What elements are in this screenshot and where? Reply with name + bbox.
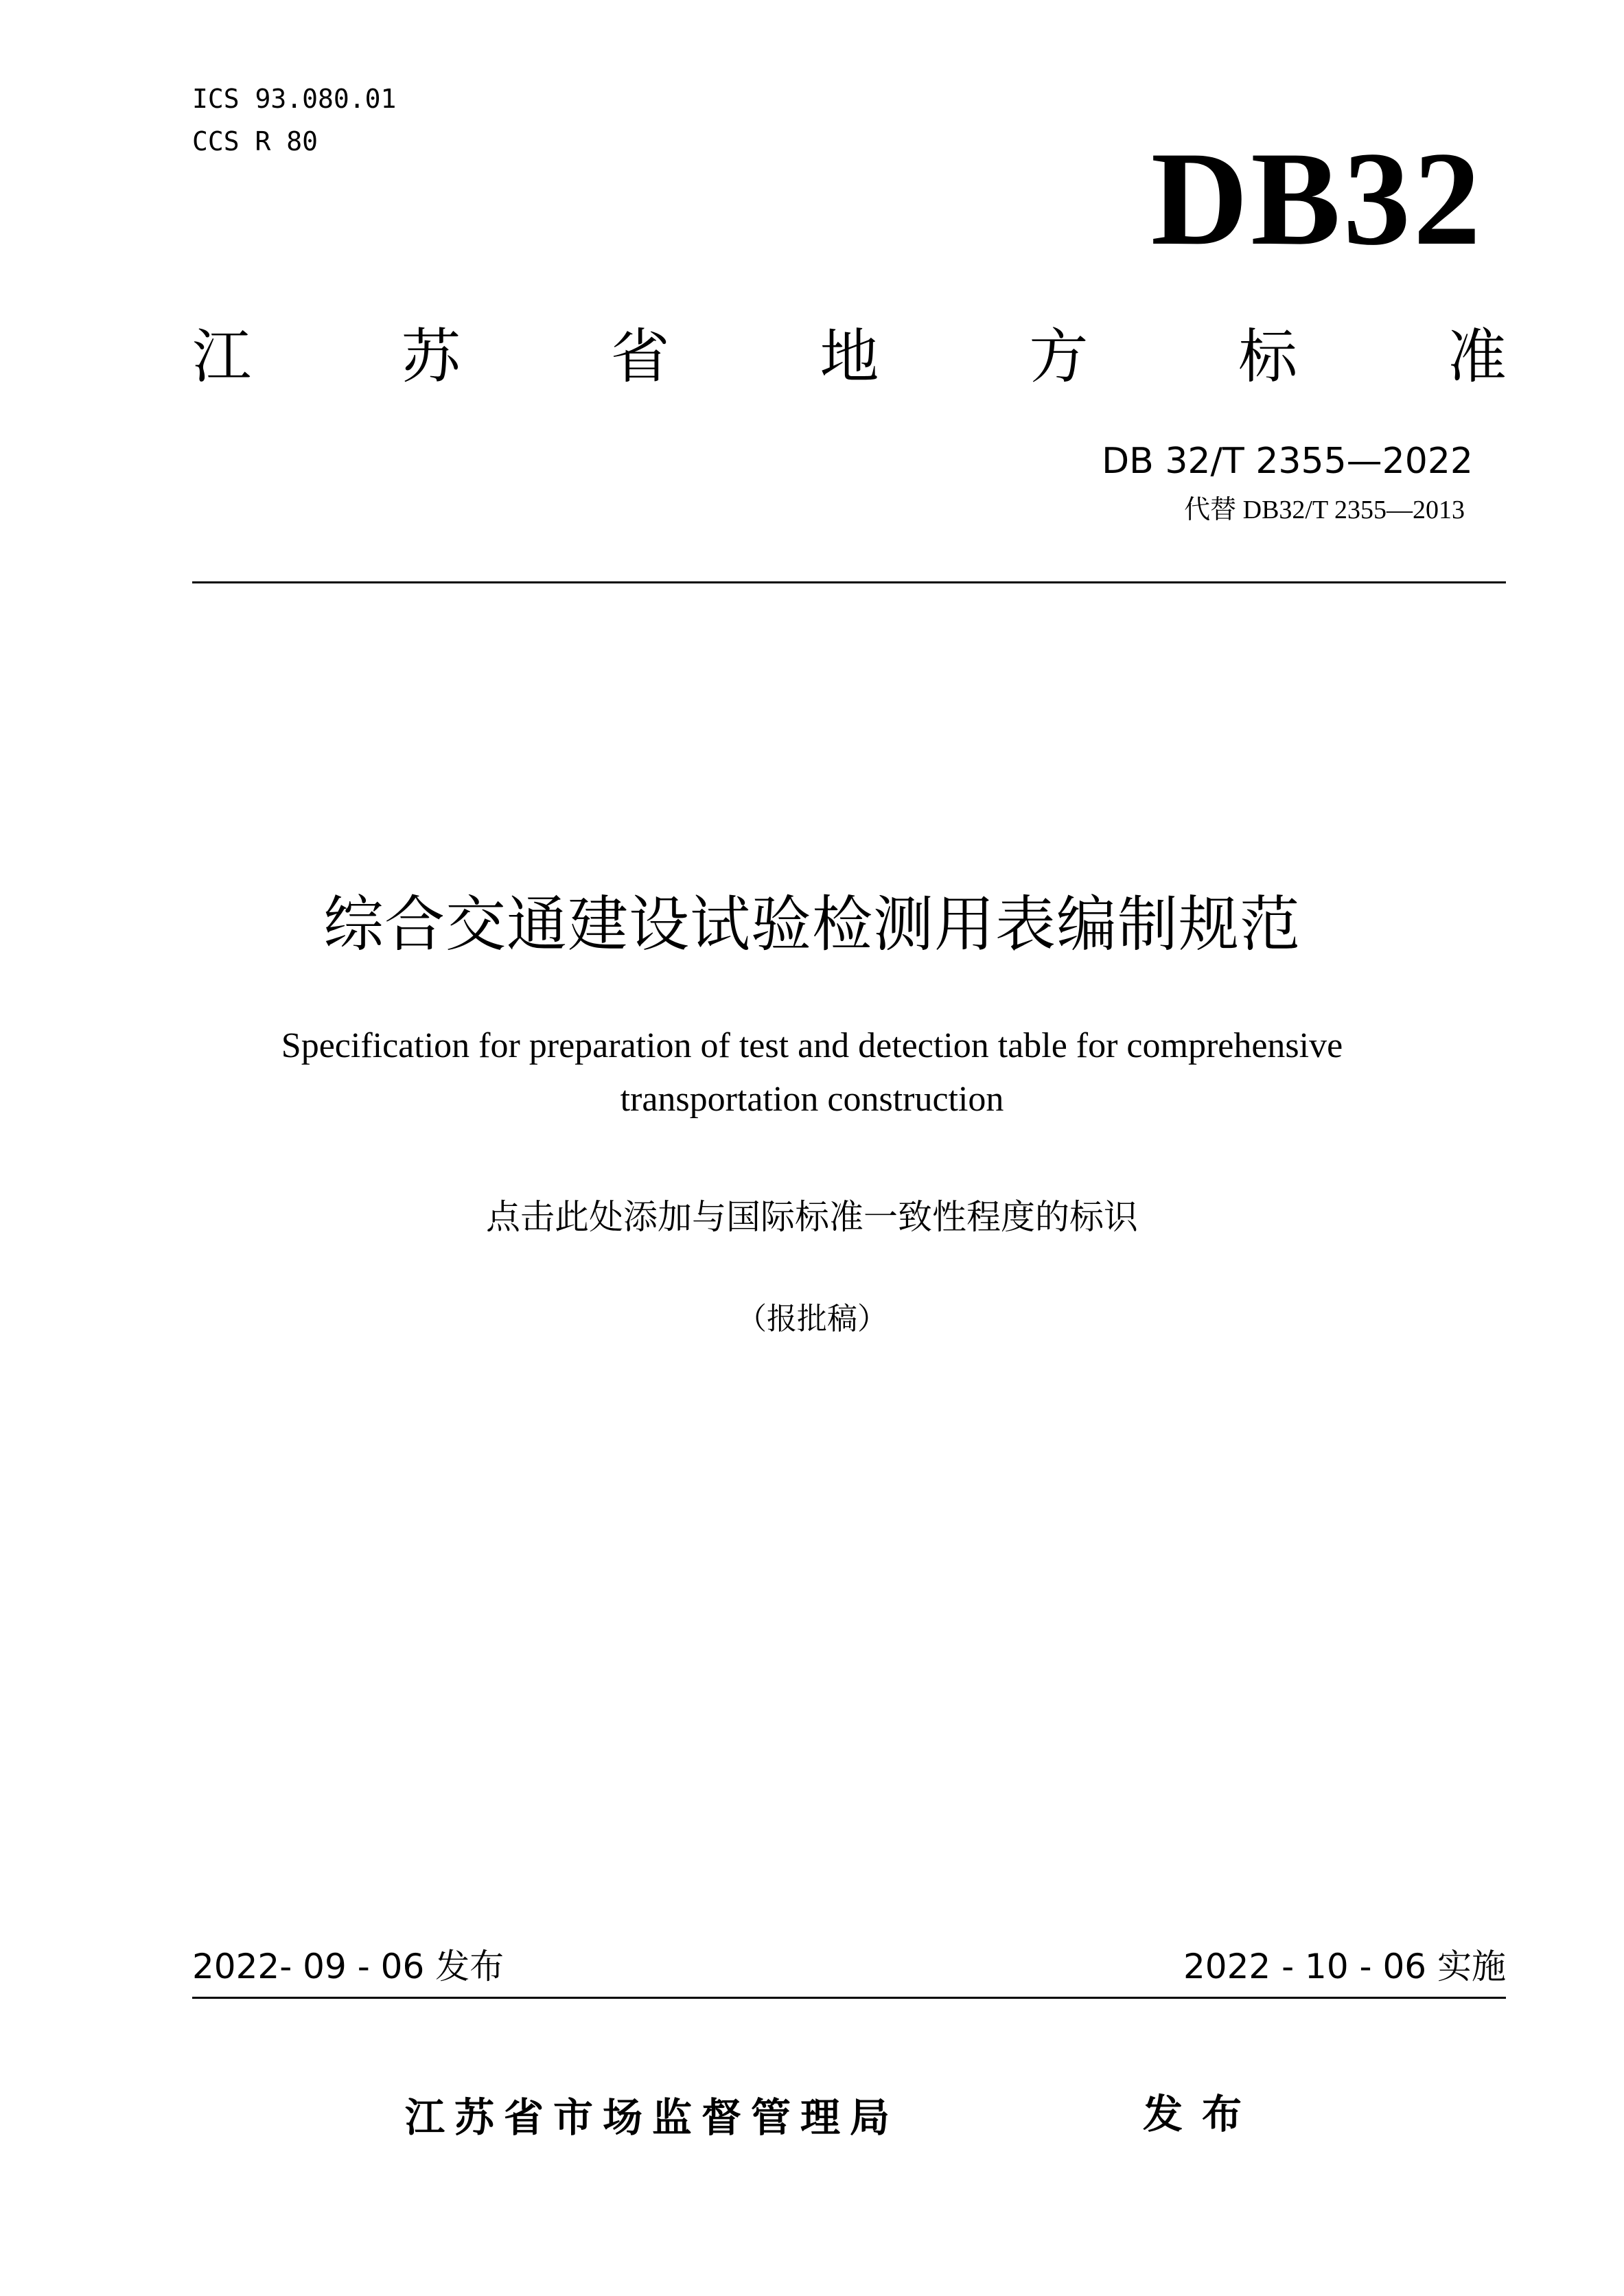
- standard-number: DB 32/T 2355—2022: [1102, 441, 1473, 482]
- standard-type-char: 省: [610, 323, 670, 391]
- draft-status: （报批稿）: [736, 1302, 888, 1336]
- implement-date: 2022 - 10 - 06 实施: [1183, 1947, 1506, 1986]
- title-english-line-2: transportation construction: [620, 1080, 1004, 1119]
- publish-date: 2022- 09 - 06 发布: [192, 1947, 504, 1986]
- standard-type-char: 准: [1447, 323, 1507, 391]
- document-title-chinese: 综合交通建设试验检测用表编制规范: [323, 889, 1301, 960]
- standard-type-char: 标: [1238, 323, 1298, 391]
- document-title-english: [206, 1019, 1418, 1126]
- db-code-logo: DB32: [1150, 124, 1483, 273]
- issue-label: 发布: [1143, 2091, 1262, 2137]
- standard-type-char: 江: [192, 323, 251, 391]
- standard-type-char: 方: [1029, 323, 1089, 391]
- replaces-standard: 代替 DB32/T 2355—2013: [1184, 496, 1465, 524]
- standard-type-heading: [192, 319, 1507, 395]
- ccs-code: CCS R 80: [192, 126, 318, 156]
- issuing-authority: 江苏省市场监督管理局: [405, 2094, 900, 2141]
- consistency-note[interactable]: 点击此处添加与国际标准一致性程度的标识: [486, 1198, 1138, 1236]
- top-divider: [192, 581, 1506, 583]
- standard-type-char: 地: [820, 323, 879, 391]
- standard-type-char: 苏: [401, 323, 461, 391]
- title-english-line-1: Specification for preparation of test and detection table for comprehensive: [281, 1026, 1343, 1065]
- bottom-divider: [192, 1997, 1506, 1999]
- ics-code: ICS 93.080.01: [192, 84, 397, 114]
